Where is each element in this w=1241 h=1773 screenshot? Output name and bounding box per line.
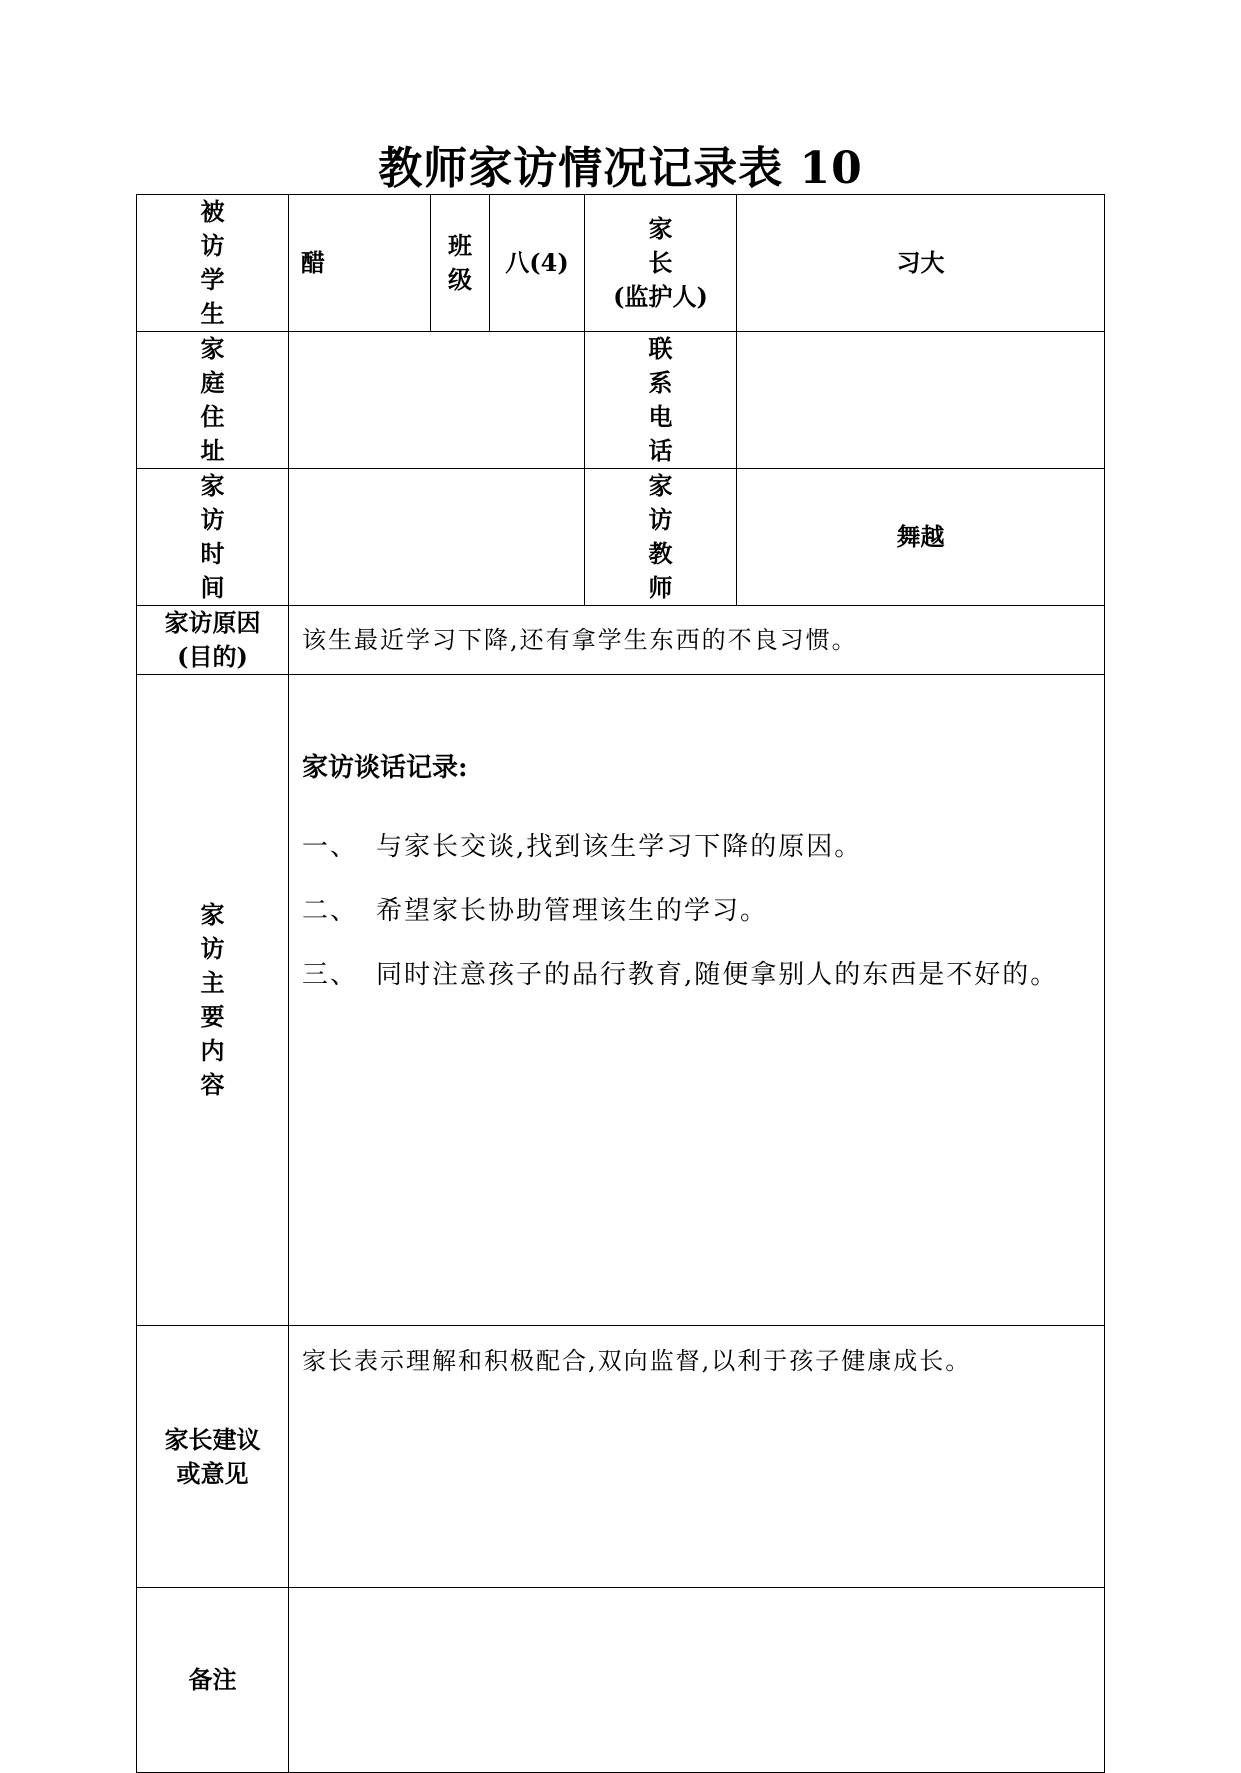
suggestion-label — [137, 1326, 289, 1588]
list-item — [302, 879, 1104, 943]
class-value: 八(4) — [490, 195, 585, 332]
time-value — [289, 469, 585, 606]
student-value: 醋 — [289, 195, 431, 332]
student-label-line1: 被 访 — [200, 197, 251, 260]
remarks-value — [289, 1588, 1105, 1773]
reason-label — [137, 606, 289, 675]
time-label-line2: 时 间 — [200, 539, 251, 602]
row-main-content — [137, 675, 1105, 1326]
main-content-char: 内 — [200, 1036, 225, 1065]
main-content-char: 容 — [200, 1070, 225, 1099]
item-number: 三、 — [302, 960, 359, 990]
row-student — [137, 195, 1105, 332]
teacher-label-line1: 家 访 — [648, 471, 699, 534]
main-content-char: 家 — [200, 900, 225, 929]
row-address — [137, 332, 1105, 469]
address-label-line1: 家 庭 — [200, 334, 251, 397]
suggestion-label-line2: 或意见 — [176, 1458, 249, 1488]
list-item — [302, 943, 1104, 1007]
parent-value: 习大 — [737, 195, 1105, 332]
address-label — [137, 332, 289, 469]
list-item — [302, 815, 1104, 879]
row-suggestion — [137, 1326, 1105, 1588]
remarks-label: 备注 — [137, 1588, 289, 1773]
reason-value: 该生最近学习下降,还有拿学生东西的不良习惯。 — [289, 606, 1105, 675]
reason-label-line2: (目的) — [177, 642, 248, 671]
main-content-body — [289, 675, 1105, 1326]
main-content-char: 主 — [200, 968, 225, 997]
phone-label — [585, 332, 737, 469]
student-label — [137, 195, 289, 332]
teacher-label-line2: 教 师 — [648, 539, 699, 602]
item-text: 同时注意孩子的品行教育,随便拿别人的东西是不好的。 — [376, 960, 1059, 990]
phone-value — [737, 332, 1105, 469]
home-visit-form — [136, 194, 1105, 1773]
suggestion-label-line1: 家长建议 — [164, 1424, 261, 1454]
parent-label-line1: 家 长 — [648, 214, 699, 277]
time-label — [137, 469, 289, 606]
class-label-line1: 班 — [448, 231, 472, 260]
teacher-label — [585, 469, 737, 606]
parent-label — [585, 195, 737, 332]
main-content-label — [137, 675, 289, 1326]
address-value — [289, 332, 585, 469]
student-label-line2: 学 生 — [200, 265, 251, 328]
item-text: 与家长交谈,找到该生学习下降的原因。 — [376, 832, 863, 862]
class-label-line2: 级 — [448, 265, 472, 294]
phone-label-line1: 联 系 — [648, 334, 699, 397]
reason-label-line1: 家访原因 — [164, 608, 261, 637]
row-reason — [137, 606, 1105, 675]
address-label-line2: 住 址 — [200, 402, 251, 465]
main-content-char: 要 — [200, 1002, 225, 1031]
time-label-line1: 家 访 — [200, 471, 251, 534]
row-remarks — [137, 1588, 1105, 1773]
item-text: 希望家长协助管理该生的学习。 — [376, 896, 769, 926]
suggestion-value: 家长表示理解和积极配合,双向监督,以利于孩子健康成长。 — [289, 1326, 1105, 1588]
teacher-value: 舞越 — [737, 469, 1105, 606]
parent-label-line2: (监护人) — [613, 282, 708, 311]
row-visit-time — [137, 469, 1105, 606]
item-number: 二、 — [302, 896, 359, 926]
conversation-heading: 家访谈话记录: — [302, 753, 468, 783]
form-title: 教师家访情况记录表 10 — [378, 143, 863, 194]
item-number: 一、 — [302, 832, 359, 862]
phone-label-line2: 电 话 — [648, 402, 699, 465]
main-content-char: 访 — [200, 934, 225, 963]
class-label — [431, 195, 490, 332]
